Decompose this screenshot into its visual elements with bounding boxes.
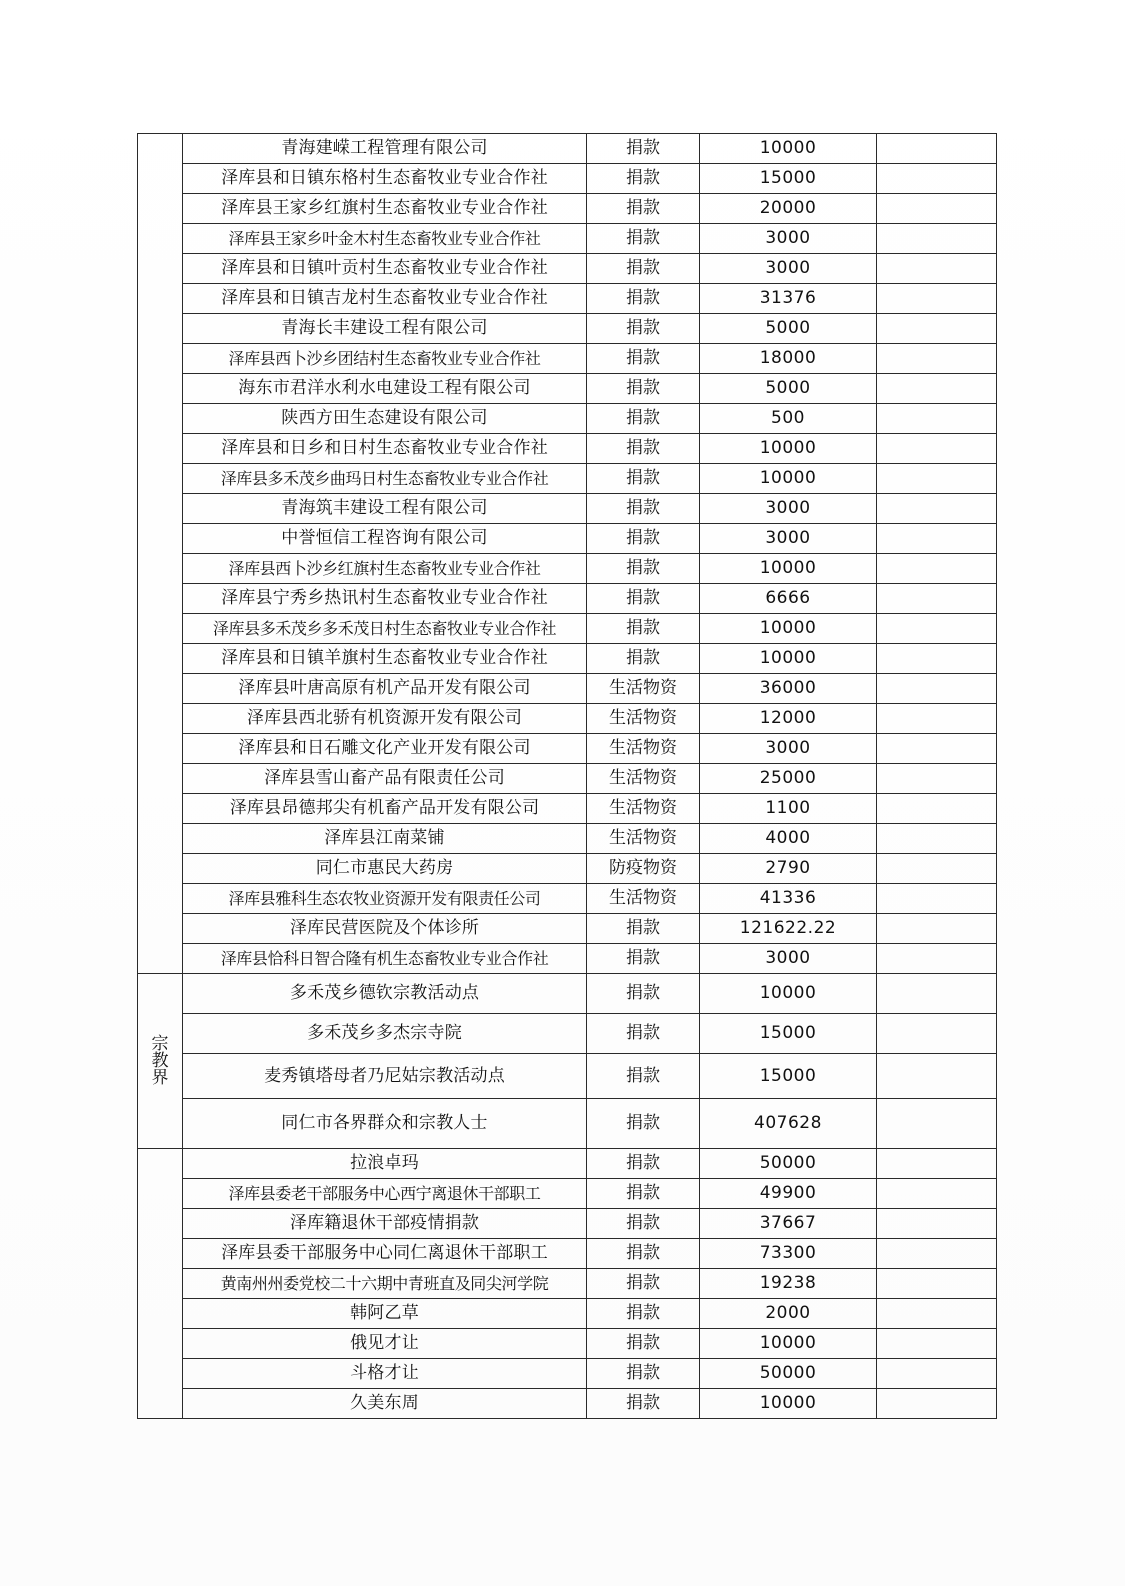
donation-type-cell: 生活物资 bbox=[587, 824, 700, 854]
remarks-cell bbox=[877, 1389, 997, 1419]
table-row bbox=[138, 734, 997, 764]
table-row bbox=[138, 704, 997, 734]
remarks-cell bbox=[877, 644, 997, 674]
table-row bbox=[138, 1054, 997, 1099]
amount-cell: 5000 bbox=[700, 374, 877, 404]
donation-type-cell: 捐款 bbox=[587, 494, 700, 524]
donation-type-cell: 捐款 bbox=[587, 344, 700, 374]
donation-type-cell: 捐款 bbox=[587, 1099, 700, 1149]
donor-name-cell: 同仁市惠民大药房 bbox=[183, 854, 587, 884]
amount-cell: 2000 bbox=[700, 1299, 877, 1329]
donor-name-cell: 泽库县王家乡红旗村生态畜牧业专业合作社 bbox=[183, 194, 587, 224]
remarks-cell bbox=[877, 794, 997, 824]
table-row bbox=[138, 1239, 997, 1269]
amount-cell: 121622.22 bbox=[700, 914, 877, 944]
remarks-cell bbox=[877, 614, 997, 644]
donor-name-cell: 多禾茂乡多杰宗寺院 bbox=[183, 1014, 587, 1054]
remarks-cell bbox=[877, 1359, 997, 1389]
donor-name-cell: 陕西方田生态建设有限公司 bbox=[183, 404, 587, 434]
remarks-cell bbox=[877, 1239, 997, 1269]
table-row bbox=[138, 854, 997, 884]
table-row bbox=[138, 344, 997, 374]
donor-name-cell: 拉浪卓玛 bbox=[183, 1149, 587, 1179]
donation-type-cell: 捐款 bbox=[587, 1329, 700, 1359]
donor-name-cell: 麦秀镇塔母者乃尼姑宗教活动点 bbox=[183, 1054, 587, 1099]
remarks-cell bbox=[877, 674, 997, 704]
remarks-cell bbox=[877, 1299, 997, 1329]
remarks-cell bbox=[877, 914, 997, 944]
amount-cell: 12000 bbox=[700, 704, 877, 734]
donor-name-cell: 泽库县委老干部服务中心西宁离退休干部职工 bbox=[183, 1179, 587, 1209]
donor-name-cell: 泽库籍退休干部疫情捐款 bbox=[183, 1209, 587, 1239]
amount-cell: 3000 bbox=[700, 734, 877, 764]
amount-cell: 10000 bbox=[700, 554, 877, 584]
remarks-cell bbox=[877, 434, 997, 464]
amount-cell: 10000 bbox=[700, 1389, 877, 1419]
remarks-cell bbox=[877, 494, 997, 524]
donor-name-cell: 泽库县雅科生态农牧业资源开发有限责任公司 bbox=[183, 884, 587, 914]
amount-cell: 3000 bbox=[700, 254, 877, 284]
remarks-cell bbox=[877, 284, 997, 314]
donation-type-cell: 捐款 bbox=[587, 524, 700, 554]
remarks-cell bbox=[877, 524, 997, 554]
table-row bbox=[138, 1179, 997, 1209]
table-row bbox=[138, 224, 997, 254]
remarks-cell bbox=[877, 164, 997, 194]
donation-table bbox=[137, 133, 997, 1419]
amount-cell: 10000 bbox=[700, 134, 877, 164]
donation-type-cell: 捐款 bbox=[587, 1239, 700, 1269]
remarks-cell bbox=[877, 374, 997, 404]
remarks-cell bbox=[877, 944, 997, 974]
remarks-cell bbox=[877, 194, 997, 224]
donation-type-cell: 捐款 bbox=[587, 914, 700, 944]
amount-cell: 3000 bbox=[700, 494, 877, 524]
table-row bbox=[138, 164, 997, 194]
remarks-cell bbox=[877, 734, 997, 764]
donor-name-cell: 泽库县和日镇东格村生态畜牧业专业合作社 bbox=[183, 164, 587, 194]
table-row bbox=[138, 1329, 997, 1359]
remarks-cell bbox=[877, 404, 997, 434]
table-row bbox=[138, 764, 997, 794]
table-row bbox=[138, 974, 997, 1014]
donor-name-cell: 青海建嵘工程管理有限公司 bbox=[183, 134, 587, 164]
table-row bbox=[138, 1099, 997, 1149]
remarks-cell bbox=[877, 1329, 997, 1359]
amount-cell: 73300 bbox=[700, 1239, 877, 1269]
donor-name-cell: 泽库县雪山畜产品有限责任公司 bbox=[183, 764, 587, 794]
remarks-cell bbox=[877, 554, 997, 584]
amount-cell: 19238 bbox=[700, 1269, 877, 1299]
donation-type-cell: 生活物资 bbox=[587, 794, 700, 824]
table-row bbox=[138, 314, 997, 344]
table-row bbox=[138, 1389, 997, 1419]
donor-name-cell: 泽库县和日镇羊旗村生态畜牧业专业合作社 bbox=[183, 644, 587, 674]
amount-cell: 18000 bbox=[700, 344, 877, 374]
remarks-cell bbox=[877, 824, 997, 854]
table-row bbox=[138, 494, 997, 524]
table-row bbox=[138, 1149, 997, 1179]
donation-type-cell: 捐款 bbox=[587, 974, 700, 1014]
donor-name-cell: 泽库县昂德邦尖有机畜产品开发有限公司 bbox=[183, 794, 587, 824]
donation-type-cell: 捐款 bbox=[587, 584, 700, 614]
table-row bbox=[138, 644, 997, 674]
donor-name-cell: 黄南州州委党校二十六期中青班直及同尖河学院 bbox=[183, 1269, 587, 1299]
donor-name-cell: 泽库县恰科日智合隆有机生态畜牧业专业合作社 bbox=[183, 944, 587, 974]
donation-type-cell: 捐款 bbox=[587, 1389, 700, 1419]
table-row bbox=[138, 614, 997, 644]
remarks-cell bbox=[877, 1014, 997, 1054]
donor-name-cell: 泽库县和日镇叶贡村生态畜牧业专业合作社 bbox=[183, 254, 587, 284]
amount-cell: 49900 bbox=[700, 1179, 877, 1209]
remarks-cell bbox=[877, 854, 997, 884]
table-row bbox=[138, 674, 997, 704]
donation-type-cell: 捐款 bbox=[587, 434, 700, 464]
donation-type-cell: 防疫物资 bbox=[587, 854, 700, 884]
table-row bbox=[138, 404, 997, 434]
category-cell bbox=[138, 974, 183, 1149]
donor-name-cell: 泽库县宁秀乡热讯村生态畜牧业专业合作社 bbox=[183, 584, 587, 614]
table-row bbox=[138, 464, 997, 494]
donor-name-cell: 中誉恒信工程咨询有限公司 bbox=[183, 524, 587, 554]
remarks-cell bbox=[877, 1269, 997, 1299]
donation-type-cell: 生活物资 bbox=[587, 734, 700, 764]
amount-cell: 10000 bbox=[700, 644, 877, 674]
category-char: 教 bbox=[151, 1050, 169, 1071]
remarks-cell bbox=[877, 584, 997, 614]
amount-cell: 15000 bbox=[700, 164, 877, 194]
remarks-cell bbox=[877, 314, 997, 344]
donor-name-cell: 泽库县西北骄有机资源开发有限公司 bbox=[183, 704, 587, 734]
donation-type-cell: 捐款 bbox=[587, 314, 700, 344]
amount-cell: 10000 bbox=[700, 1329, 877, 1359]
donor-name-cell: 泽库县王家乡叶金木村生态畜牧业专业合作社 bbox=[183, 224, 587, 254]
table-row bbox=[138, 1359, 997, 1389]
amount-cell: 500 bbox=[700, 404, 877, 434]
donation-type-cell: 捐款 bbox=[587, 224, 700, 254]
remarks-cell bbox=[877, 464, 997, 494]
amount-cell: 31376 bbox=[700, 284, 877, 314]
donation-type-cell: 捐款 bbox=[587, 1359, 700, 1389]
table-row bbox=[138, 914, 997, 944]
donation-type-cell: 捐款 bbox=[587, 1149, 700, 1179]
table-row bbox=[138, 554, 997, 584]
remarks-cell bbox=[877, 1054, 997, 1099]
donor-name-cell: 斗格才让 bbox=[183, 1359, 587, 1389]
donor-name-cell: 泽库县和日镇吉龙村生态畜牧业专业合作社 bbox=[183, 284, 587, 314]
donor-name-cell: 青海长丰建设工程有限公司 bbox=[183, 314, 587, 344]
amount-cell: 10000 bbox=[700, 974, 877, 1014]
amount-cell: 15000 bbox=[700, 1054, 877, 1099]
amount-cell: 3000 bbox=[700, 944, 877, 974]
donation-type-cell: 捐款 bbox=[587, 1179, 700, 1209]
donor-name-cell: 泽库县和日石雕文化产业开发有限公司 bbox=[183, 734, 587, 764]
donation-type-cell: 生活物资 bbox=[587, 884, 700, 914]
category-char: 界 bbox=[151, 1067, 169, 1088]
table-row bbox=[138, 1269, 997, 1299]
donation-type-cell: 捐款 bbox=[587, 1269, 700, 1299]
amount-cell: 2790 bbox=[700, 854, 877, 884]
donation-type-cell: 捐款 bbox=[587, 464, 700, 494]
amount-cell: 10000 bbox=[700, 464, 877, 494]
table-row bbox=[138, 794, 997, 824]
donor-name-cell: 同仁市各界群众和宗教人士 bbox=[183, 1099, 587, 1149]
table-row bbox=[138, 194, 997, 224]
remarks-cell bbox=[877, 1149, 997, 1179]
remarks-cell bbox=[877, 704, 997, 734]
amount-cell: 3000 bbox=[700, 524, 877, 554]
category-char: 宗 bbox=[151, 1033, 169, 1054]
table-row bbox=[138, 254, 997, 284]
table-row bbox=[138, 884, 997, 914]
table-row bbox=[138, 524, 997, 554]
amount-cell: 50000 bbox=[700, 1149, 877, 1179]
donor-name-cell: 俄见才让 bbox=[183, 1329, 587, 1359]
amount-cell: 407628 bbox=[700, 1099, 877, 1149]
table-row bbox=[138, 1299, 997, 1329]
table-row bbox=[138, 1209, 997, 1239]
donor-name-cell: 泽库县委干部服务中心同仁离退休干部职工 bbox=[183, 1239, 587, 1269]
remarks-cell bbox=[877, 1179, 997, 1209]
table-row bbox=[138, 944, 997, 974]
remarks-cell bbox=[877, 344, 997, 374]
donation-type-cell: 捐款 bbox=[587, 1054, 700, 1099]
table-row bbox=[138, 824, 997, 854]
donation-type-cell: 捐款 bbox=[587, 554, 700, 584]
donor-name-cell: 泽库县和日乡和日村生态畜牧业专业合作社 bbox=[183, 434, 587, 464]
remarks-cell bbox=[877, 1099, 997, 1149]
table-row bbox=[138, 584, 997, 614]
donor-name-cell: 泽库县江南菜铺 bbox=[183, 824, 587, 854]
donor-name-cell: 海东市君洋水利水电建设工程有限公司 bbox=[183, 374, 587, 404]
amount-cell: 36000 bbox=[700, 674, 877, 704]
donation-type-cell: 捐款 bbox=[587, 1014, 700, 1054]
remarks-cell bbox=[877, 224, 997, 254]
amount-cell: 10000 bbox=[700, 434, 877, 464]
table-row bbox=[138, 1014, 997, 1054]
donation-type-cell: 捐款 bbox=[587, 374, 700, 404]
donation-type-cell: 捐款 bbox=[587, 614, 700, 644]
donation-type-cell: 捐款 bbox=[587, 134, 700, 164]
remarks-cell bbox=[877, 884, 997, 914]
donation-type-cell: 捐款 bbox=[587, 1299, 700, 1329]
table-row bbox=[138, 374, 997, 404]
amount-cell: 1100 bbox=[700, 794, 877, 824]
table-row bbox=[138, 134, 997, 164]
amount-cell: 20000 bbox=[700, 194, 877, 224]
donor-name-cell: 多禾茂乡德钦宗教活动点 bbox=[183, 974, 587, 1014]
donor-name-cell: 泽库县叶唐高原有机产品开发有限公司 bbox=[183, 674, 587, 704]
donation-type-cell: 生活物资 bbox=[587, 674, 700, 704]
remarks-cell bbox=[877, 1209, 997, 1239]
amount-cell: 10000 bbox=[700, 614, 877, 644]
remarks-cell bbox=[877, 974, 997, 1014]
donor-name-cell: 泽库县多禾茂乡多禾茂日村生态畜牧业专业合作社 bbox=[183, 614, 587, 644]
category-cell bbox=[138, 134, 183, 974]
donor-name-cell: 青海筑丰建设工程有限公司 bbox=[183, 494, 587, 524]
donor-name-cell: 久美东周 bbox=[183, 1389, 587, 1419]
amount-cell: 5000 bbox=[700, 314, 877, 344]
donor-name-cell: 泽库县西卜沙乡红旗村生态畜牧业专业合作社 bbox=[183, 554, 587, 584]
donation-type-cell: 生活物资 bbox=[587, 704, 700, 734]
donor-name-cell: 泽库县多禾茂乡曲玛日村生态畜牧业专业合作社 bbox=[183, 464, 587, 494]
donation-table-body bbox=[138, 134, 997, 1419]
amount-cell: 3000 bbox=[700, 224, 877, 254]
amount-cell: 50000 bbox=[700, 1359, 877, 1389]
donation-type-cell: 捐款 bbox=[587, 1209, 700, 1239]
amount-cell: 4000 bbox=[700, 824, 877, 854]
amount-cell: 41336 bbox=[700, 884, 877, 914]
donation-type-cell: 捐款 bbox=[587, 404, 700, 434]
amount-cell: 15000 bbox=[700, 1014, 877, 1054]
remarks-cell bbox=[877, 134, 997, 164]
donation-type-cell: 捐款 bbox=[587, 944, 700, 974]
donation-type-cell: 捐款 bbox=[587, 644, 700, 674]
table-row bbox=[138, 284, 997, 314]
donation-type-cell: 捐款 bbox=[587, 254, 700, 284]
donor-name-cell: 泽库民营医院及个体诊所 bbox=[183, 914, 587, 944]
donation-type-cell: 捐款 bbox=[587, 164, 700, 194]
remarks-cell bbox=[877, 764, 997, 794]
amount-cell: 25000 bbox=[700, 764, 877, 794]
amount-cell: 37667 bbox=[700, 1209, 877, 1239]
category-cell bbox=[138, 1149, 183, 1419]
table-row bbox=[138, 434, 997, 464]
donor-name-cell: 韩阿乙草 bbox=[183, 1299, 587, 1329]
remarks-cell bbox=[877, 254, 997, 284]
donation-type-cell: 生活物资 bbox=[587, 764, 700, 794]
donor-name-cell: 泽库县西卜沙乡团结村生态畜牧业专业合作社 bbox=[183, 344, 587, 374]
donation-type-cell: 捐款 bbox=[587, 194, 700, 224]
amount-cell: 6666 bbox=[700, 584, 877, 614]
donation-type-cell: 捐款 bbox=[587, 284, 700, 314]
